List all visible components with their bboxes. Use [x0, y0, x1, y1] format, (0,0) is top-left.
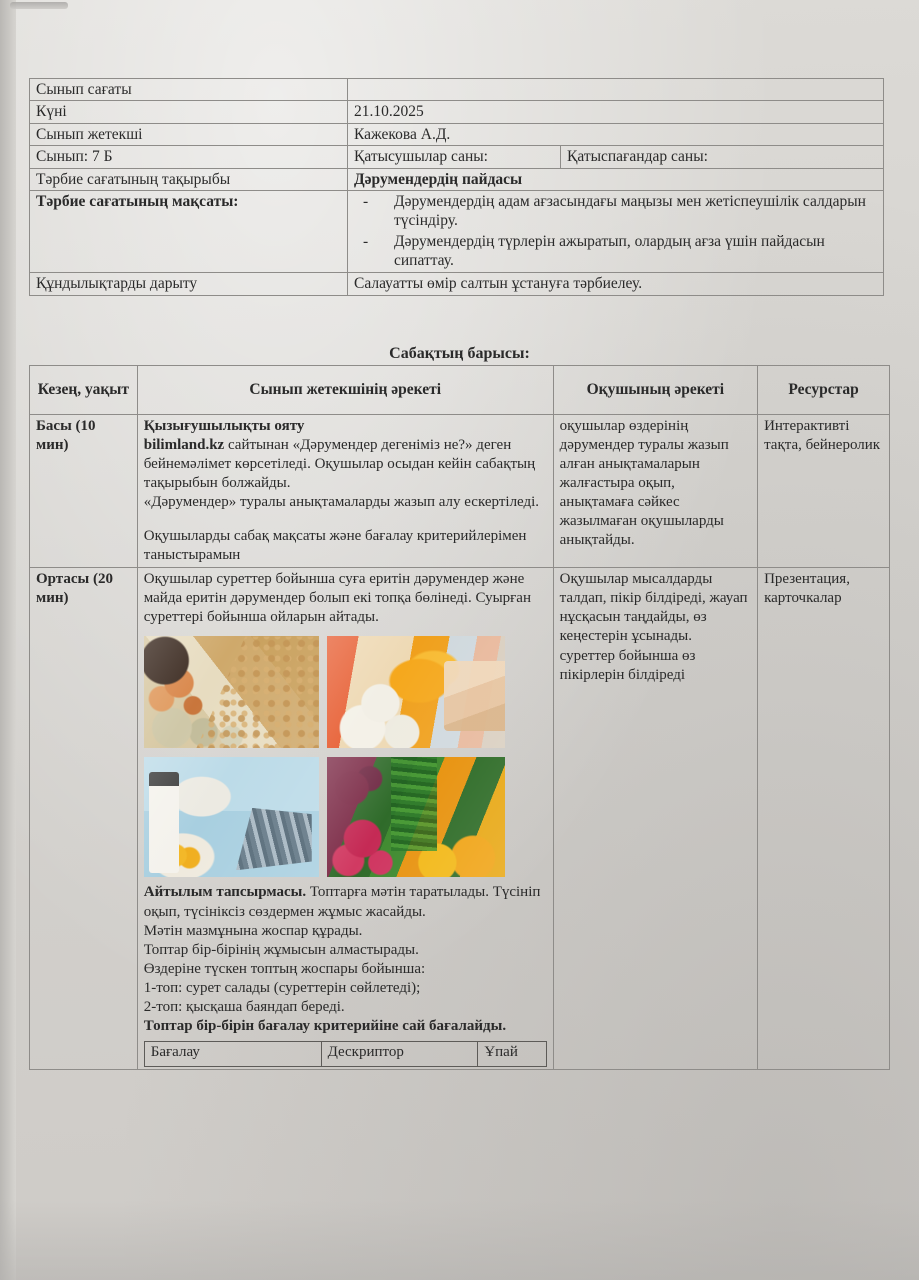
- label-attendees-count: Қатысушылар саны:: [348, 146, 561, 168]
- value-values-instilled: Салауатты өмір салтын ұстануға тәрбиелеу.: [348, 273, 884, 295]
- resources-middle: Презентация, карточкалар: [758, 568, 890, 1070]
- teacher-line-peer-assessment: Топтар бір-бірін бағалау критерийіне сай бағалайды.: [143, 1017, 507, 1034]
- value-topic: Дәрумендердің пайдасы: [348, 168, 884, 190]
- teacher-heading-motivation: Қызығушылықты ояту: [143, 418, 305, 434]
- food-photo-collage: [144, 636, 547, 877]
- table-row-beginning: [30, 415, 890, 568]
- photo-row-top: [144, 636, 547, 748]
- list-item: [354, 232, 877, 271]
- table-row-middle: [30, 568, 890, 1070]
- label-class-teacher: Сынып жетекші: [30, 123, 348, 145]
- label-class-grade: Сынып: 7 Б: [30, 146, 348, 168]
- column-header-points: Ұпай: [478, 1041, 546, 1066]
- label-values-instilled: Құндылықтарды дарыту: [30, 273, 348, 295]
- resources-beginning: Интерактивті тақта, бейнеролик: [758, 415, 890, 568]
- teacher-paragraph-groups: Оқушылар суреттер бойынша суға еритін дәрумендер және майда еритін дәрумендер болып екі топқа бөлінеді. Суырған суреттері бойынша ойларын айтады.: [143, 571, 531, 626]
- site-name-bilimland: bilimland.kz: [143, 437, 225, 454]
- photo-gloss-overlay: [144, 757, 319, 877]
- photo-row-bottom: [144, 757, 547, 877]
- photo-gloss-overlay: [327, 636, 505, 748]
- student-action-middle: Оқушылар мысалдарды талдап, пікір білдіреді, жауап нұсқасын таңдайды, өз кеңестерін ұсынады. суреттер бойынша өз пікірлерін білдіреді: [553, 568, 757, 1070]
- task-label-speaking: Айтылым тапсырмасы.: [143, 884, 307, 901]
- objective-text: Дәрумендердің түрлерін ажыратып, олардың ағза үшін пайдасын сипаттау.: [394, 232, 825, 269]
- lesson-progress-caption: Сабақтың барысы:: [389, 345, 530, 362]
- table-row-objectives: [30, 190, 884, 273]
- dash-bullet-icon: -: [363, 232, 369, 250]
- page-bottom-shadow: [0, 1200, 919, 1280]
- teacher-line-group-2: 2-топ: қысқаша баяндап береді.: [143, 998, 345, 1015]
- label-absentees-count: Қатыспағандар саны:: [561, 146, 884, 168]
- teacher-paragraph-2: «Дәрумендер» туралы анықтамаларды жазып алу ескертіледі.: [143, 494, 540, 511]
- page-left-edge-shadow: [0, 0, 16, 1280]
- column-header-resources: Ресурстар: [758, 366, 890, 415]
- lesson-progress-table: [29, 365, 890, 1070]
- table-row-date: [30, 101, 884, 123]
- food-photo-grains-nuts-eggs: [144, 636, 319, 748]
- table-header-row: [30, 366, 890, 415]
- table-row-teacher: [30, 123, 884, 145]
- column-header-descriptor: Дескриптор: [321, 1041, 478, 1066]
- label-objectives: Тәрбие сағатының мақсаты:: [30, 190, 348, 273]
- assessment-criteria-table: [144, 1041, 547, 1067]
- teacher-action-beginning: [137, 415, 553, 568]
- label-topic: Тәрбие сағатының тақырыбы: [30, 168, 348, 190]
- table-row-class-hour: [30, 79, 884, 101]
- food-photo-vegetables: [327, 757, 505, 877]
- teacher-line-swap: Топтар бір-бірінің жұмысын алмастырады.: [143, 941, 419, 958]
- column-header-stage: Кезең, уақыт: [30, 366, 138, 415]
- teacher-paragraph-1: [144, 436, 547, 493]
- stage-middle: Ортасы (20 мин): [30, 568, 138, 1070]
- teacher-paragraph-speaking-task: [144, 883, 547, 921]
- teacher-line-group-1: 1-топ: сурет салады (суреттерін сөйлетеді);: [143, 979, 421, 996]
- list-item: [354, 192, 877, 231]
- teacher-paragraph-3: Оқушыларды сабақ мақсаты және бағалау критерийлерімен таныстырамын: [143, 528, 527, 564]
- column-header-assessment: Бағалау: [144, 1041, 321, 1066]
- table-header-row: [144, 1041, 546, 1066]
- value-date: 21.10.2025: [348, 101, 884, 123]
- teacher-line-by-plan: Өздеріне түскен топтың жоспары бойынша:: [143, 960, 426, 977]
- photo-gloss-overlay: [327, 757, 505, 877]
- table-row-topic: [30, 168, 884, 190]
- stage-beginning: Басы (10 мин): [30, 415, 138, 568]
- spacer: [144, 512, 547, 527]
- photo-gloss-overlay: [144, 636, 319, 748]
- objective-text: Дәрумендердің адам ағзасындағы маңызы мен жетіспеушілік салдарын түсіндіру.: [394, 192, 866, 230]
- teacher-paragraph-1-rest: сайтынан «Дәрумендер дегеніміз не?» деген бейнемәлімет көрсетіледі. Оқушылар осыдан кейін сабақтың тақырыбын болжайды.: [143, 437, 536, 492]
- column-header-student-action: Оқушының әрекеті: [553, 366, 757, 415]
- value-class-teacher: Кажекова А.Д.: [348, 123, 884, 145]
- teacher-line-plan: Мәтін мазмұнына жоспар құрады.: [143, 922, 363, 939]
- teacher-action-middle: [137, 568, 553, 1070]
- value-class-hour: [348, 79, 884, 101]
- lesson-header-table: [29, 78, 884, 296]
- column-header-teacher-action: Сынып жетекшінің әрекеті: [137, 366, 553, 415]
- page-top-artifact: [10, 2, 68, 9]
- task-description: Топтарға мәтін таратылады. Түсініп оқып, түсініксіз сөздермен жұмыс жасайды.: [143, 884, 541, 920]
- table-row-class-attendance: [30, 146, 884, 168]
- label-date: Күні: [30, 101, 348, 123]
- objectives-list: [354, 192, 877, 271]
- student-action-beginning: оқушылар өздерінің дәрумендер туралы жазып алған анықтамаларын жалғастыра оқып, анықтамаға сәйкес жазылмаған оқушыларды анықтайды.: [553, 415, 757, 568]
- food-photo-pepper-eggs-cheese: [327, 636, 505, 748]
- food-photo-milk-liver-fish: [144, 757, 319, 877]
- table-row-values: [30, 273, 884, 295]
- value-objectives: [348, 190, 884, 273]
- dash-bullet-icon: -: [363, 192, 369, 210]
- label-class-hour: Сынып сағаты: [30, 79, 348, 101]
